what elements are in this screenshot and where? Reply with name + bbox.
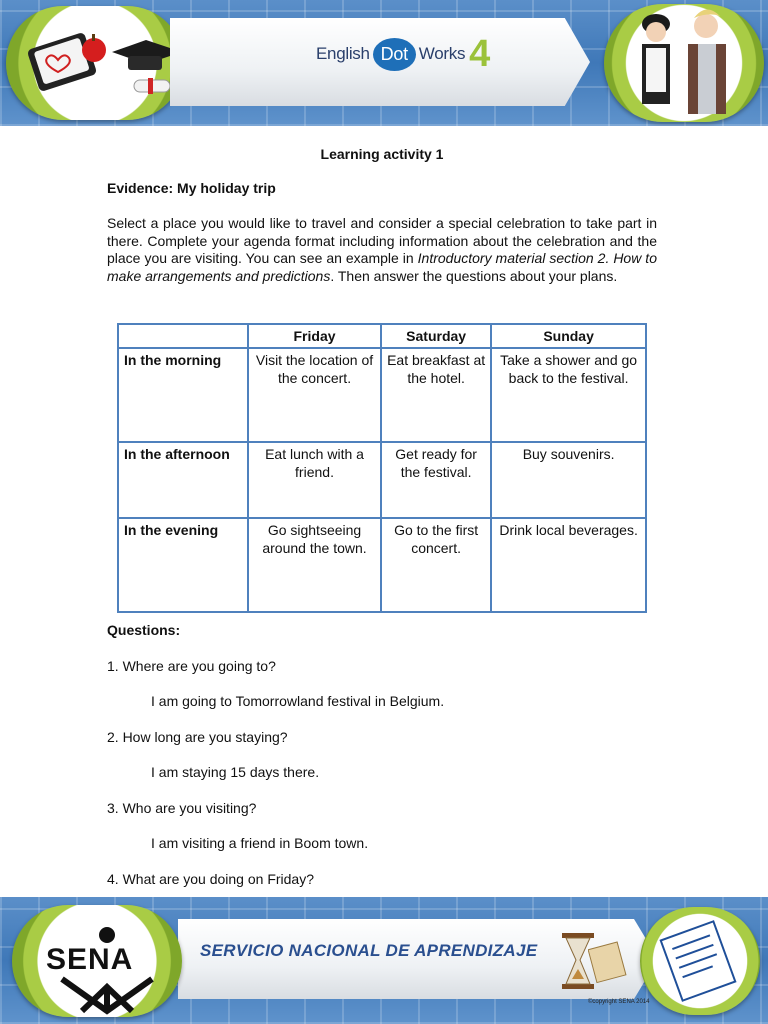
row-label-afternoon: In the afternoon	[118, 442, 248, 518]
agenda-col-friday: Friday	[248, 324, 381, 348]
logo-dot: Dot	[373, 38, 416, 71]
footer-banner	[0, 897, 768, 1024]
row-label-evening: In the evening	[118, 518, 248, 612]
graduation-cap-icon	[6, 6, 184, 120]
header-right-emblem	[604, 4, 764, 122]
evidence-subtitle: Evidence: My holiday trip	[107, 179, 276, 196]
logo-number: 4	[469, 32, 490, 75]
question-1: 1. Where are you going to?	[107, 658, 276, 674]
agenda-corner-cell	[118, 324, 248, 348]
question-4: 4. What are you doing on Friday?	[107, 871, 315, 887]
instructions-paragraph	[107, 215, 657, 285]
questions-heading: Questions:	[107, 622, 181, 638]
answer-2: I am staying 15 days there.	[151, 764, 320, 780]
agenda-col-saturday: Saturday	[381, 324, 491, 348]
table-cell: Get ready for the festival.	[381, 442, 491, 518]
answer-1: I am going to Tomorrowland festival in Belgium.	[151, 693, 445, 709]
answer-3: I am visiting a friend in Boom town.	[151, 835, 369, 851]
row-label-morning: In the morning	[118, 348, 248, 442]
table-cell: Eat breakfast at the hotel.	[381, 348, 491, 442]
agenda-col-sunday: Sunday	[491, 324, 646, 348]
instructions-reference: Introductory material section 2. How to make arrangements and predictions	[107, 250, 657, 284]
table-cell: Eat lunch with a friend.	[248, 442, 381, 518]
sena-emblem	[12, 905, 182, 1017]
table-row	[118, 518, 646, 612]
agenda-table	[117, 323, 647, 613]
document-icon	[640, 907, 760, 1015]
instructions-text-2: . Then answer the questions about your plans.	[330, 267, 618, 284]
english-dot-works-logo	[316, 34, 490, 74]
document-emblem	[640, 907, 760, 1015]
header-left-emblem	[6, 6, 184, 120]
document-body	[107, 140, 657, 285]
question-3: 3. Who are you visiting?	[107, 800, 257, 816]
sena-wordmark: SENA	[46, 943, 134, 976]
table-cell: Take a shower and go back to the festival.	[491, 348, 646, 442]
logo-suffix: Works	[418, 44, 466, 63]
question-2: 2. How long are you staying?	[107, 729, 288, 745]
questions-section	[107, 622, 444, 888]
header-banner	[0, 0, 768, 126]
agenda-header-row	[118, 324, 646, 348]
instructions-text-1: Select a place you would like to travel and consider a special celebration to take part in there. Complete your agenda format including information about the celebration and the place you are visiting. You can see an example in	[107, 215, 657, 266]
table-cell: Go to the first concert.	[381, 518, 491, 612]
table-cell: Go sightseeing around the town.	[248, 518, 381, 612]
table-row	[118, 442, 646, 518]
students-illustration-icon	[604, 4, 764, 122]
table-cell: Buy souvenirs.	[491, 442, 646, 518]
table-row	[118, 348, 646, 442]
table-cell: Drink local beverages.	[491, 518, 646, 612]
page-title: Learning activity 1	[320, 146, 444, 162]
institution-name: SERVICIO NACIONAL DE APRENDIZAJE	[200, 941, 538, 960]
table-cell: Visit the location of the concert.	[248, 348, 381, 442]
logo-prefix: English	[316, 44, 370, 63]
copyright-text: ©copyright SENA 2014	[588, 999, 650, 1005]
scroll-icon	[588, 937, 632, 987]
